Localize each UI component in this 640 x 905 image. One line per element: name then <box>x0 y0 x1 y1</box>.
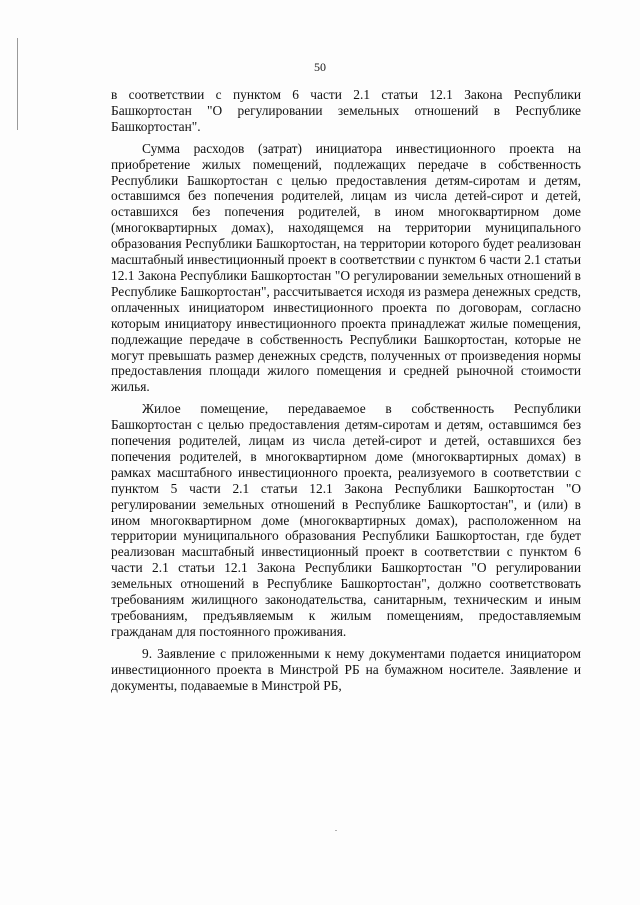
paragraph-expenses: Сумма расходов (затрат) инициатора инвестиционного проекта на приобретение жилых помещений, подлежащих передаче в собственность Республики Башкортостан с целью предоставления детям-сиротам и детям, оставшимся без попечения родителей, лицам из числа детей-сирот и детей, оставшихся без попечения родителей, в ином многоквартирном доме (многоквартирных домах), находящемся на территории муниципального образования Республики Башкортостан, на территории которого будет реализован масштабный инвестиционный проект в соответствии с пунктом 6 части 2.1 статьи 12.1 Закона Республики Башкортостан "О регулировании земельных отношений в Республике Башкортостан", рассчитывается исходя из размера денежных средств, оплаченных инициатором инвестиционного проекта по договорам, согласно которым инициатору инвестиционного проекта принадлежат жилые помещения, подлежащие передаче в собственность Республики Башкортостан, которые не могут превышать размер денежных средств, полученных от произведения нормы предоставления площади жилого помещения и средней рыночной стоимости жилья. <box>111 140 581 395</box>
scan-speck <box>335 830 337 831</box>
page-number: 50 <box>314 60 326 74</box>
document-body <box>111 87 581 694</box>
paragraph-item-9: 9. Заявление с приложенными к нему документами подается инициатором инвестиционного проекта в Минстрой РБ на бумажном носителе. Заявление и документы, подаваемые в Минстрой РБ, <box>111 645 581 693</box>
binding-margin-line <box>17 38 18 130</box>
paragraph-housing: Жилое помещение, передаваемое в собственность Республики Башкортостан с целью предоставления детям-сиротам и детям, оставшимся без попечения родителей, лицам из числа детей-сирот и детей, оставшихся без попечения родителей, в многоквартирном доме (многоквартирных домах) в рамках масштабного инвестиционного проекта, реализуемого в соответствии с пунктом 5 части 2.1 статьи 12.1 Закона Республики Башкортостан "О регулировании земельных отношений в Республике Башкортостан", и (или) в ином многоквартирном доме (многоквартирных домах), расположенном на территории муниципального образования Республики Башкортостан, где будет реализован масштабный инвестиционный проект в соответствии с пунктом 6 части 2.1 статьи 12.1 Закона Республики Башкортостан "О регулировании земельных отношений в Республике Башкортостан", должно соответствовать требованиям жилищного законодательства, санитарным, техническим и иным требованиям, предъявляемым к жилым помещениям, предоставляемым гражданам для постоянного проживания. <box>111 401 581 639</box>
paragraph-continuation: в соответствии с пунктом 6 части 2.1 статьи 12.1 Закона Республики Башкортостан "О регулировании земельных отношений в Республике Башкортостан". <box>111 87 581 134</box>
